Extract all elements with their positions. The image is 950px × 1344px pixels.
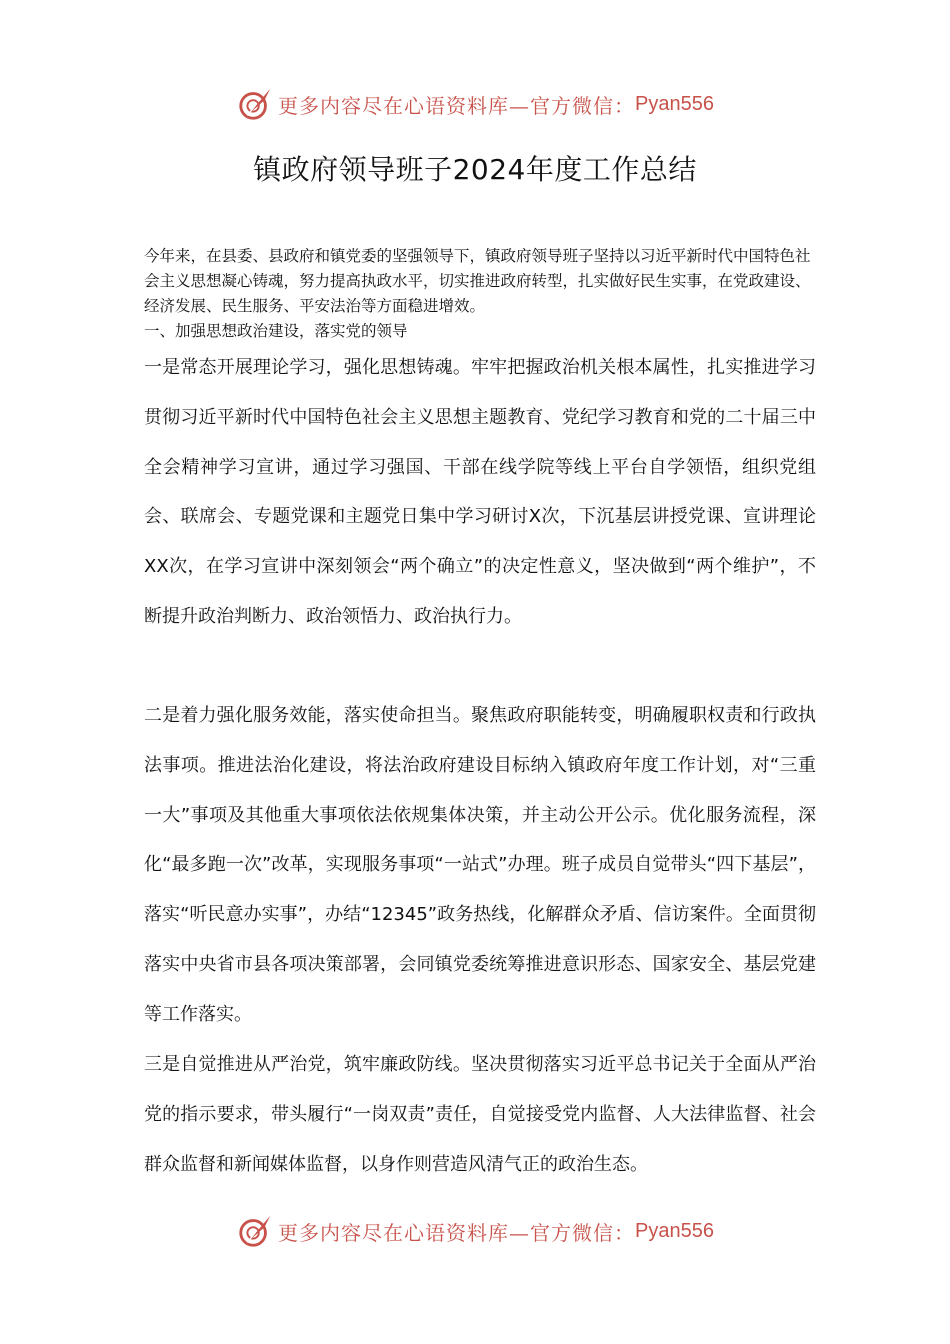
body-paragraph-3: 三是自觉推进从严治党，筑牢廉政防线。坚决贯彻落实习近平总书记关于全面从严治党的指示要求，带头履行“一岗双责”责任，自觉接受党内监督、人大法律监督、社会群众监督和新闻媒体监督，以身作则营造风清气正的政治生态。 bbox=[144, 1054, 816, 1175]
watermark-wechat-id: Pyan556 bbox=[635, 92, 714, 115]
header-watermark-banner bbox=[0, 82, 950, 126]
quill-logo-icon bbox=[236, 85, 274, 123]
document-title: 镇政府领导班子2024年度工作总结 bbox=[253, 153, 697, 186]
intro-paragraph: 今年来，在县委、县政府和镇党委的坚强领导下，镇政府领导班子坚持以习近平新时代中国特色社会主义思想凝心铸魂，努力提高执政水平，切实推进政府转型，扎实做好民生实事，在党政建设、经济发展、民生服务、平安法治等方面稳进增效。 bbox=[144, 247, 811, 315]
section-heading: 一、加强思想政治建设，落实党的领导 bbox=[144, 322, 408, 340]
quill-logo-icon bbox=[236, 1212, 274, 1250]
watermark-text: 更多内容尽在心语资料库—官方微信： bbox=[278, 1220, 636, 1245]
footer-watermark-banner bbox=[0, 1209, 950, 1253]
watermark-wechat-id: Pyan556 bbox=[635, 1219, 714, 1242]
body-paragraph-1: 一是常态开展理论学习，强化思想铸魂。牢牢把握政治机关根本属性，扎实推进学习贯彻习近平新时代中国特色社会主义思想主题教育、党纪学习教育和党的二十届三中全会精神学习宣讲，通过学习强国、干部在线学院等线上平台自学领悟，组织党组会、联席会、专题党课和主题党日集中学习研讨X次，下沉基层讲授党课、宣讲理论XX次，在学习宣讲中深刻领会“两个确立”的决定性意义，坚决做到“两个维护”，不断提升政治判断力、政治领悟力、政治执行力。 bbox=[144, 357, 816, 627]
body-paragraph-2: 二是着力强化服务效能，落实使命担当。聚焦政府职能转变，明确履职权责和行政执法事项。推进法治化建设，将法治政府建设目标纳入镇政府年度工作计划，对“三重一大”事项及其他重大事项依法依规集体决策，并主动公开公示。优化服务流程，深化“最多跑一次”改革，实现服务事项“一站式”办理。班子成员自觉带头“四下基层”，落实“听民意办实事”，办结“12345”政务热线，化解群众矛盾、信访案件。全面贯彻落实中央省市县各项决策部署，会同镇党委统筹推进意识形态、国家安全、基层党建等工作落实。 bbox=[144, 705, 816, 1025]
watermark-text: 更多内容尽在心语资料库—官方微信： bbox=[278, 93, 636, 118]
